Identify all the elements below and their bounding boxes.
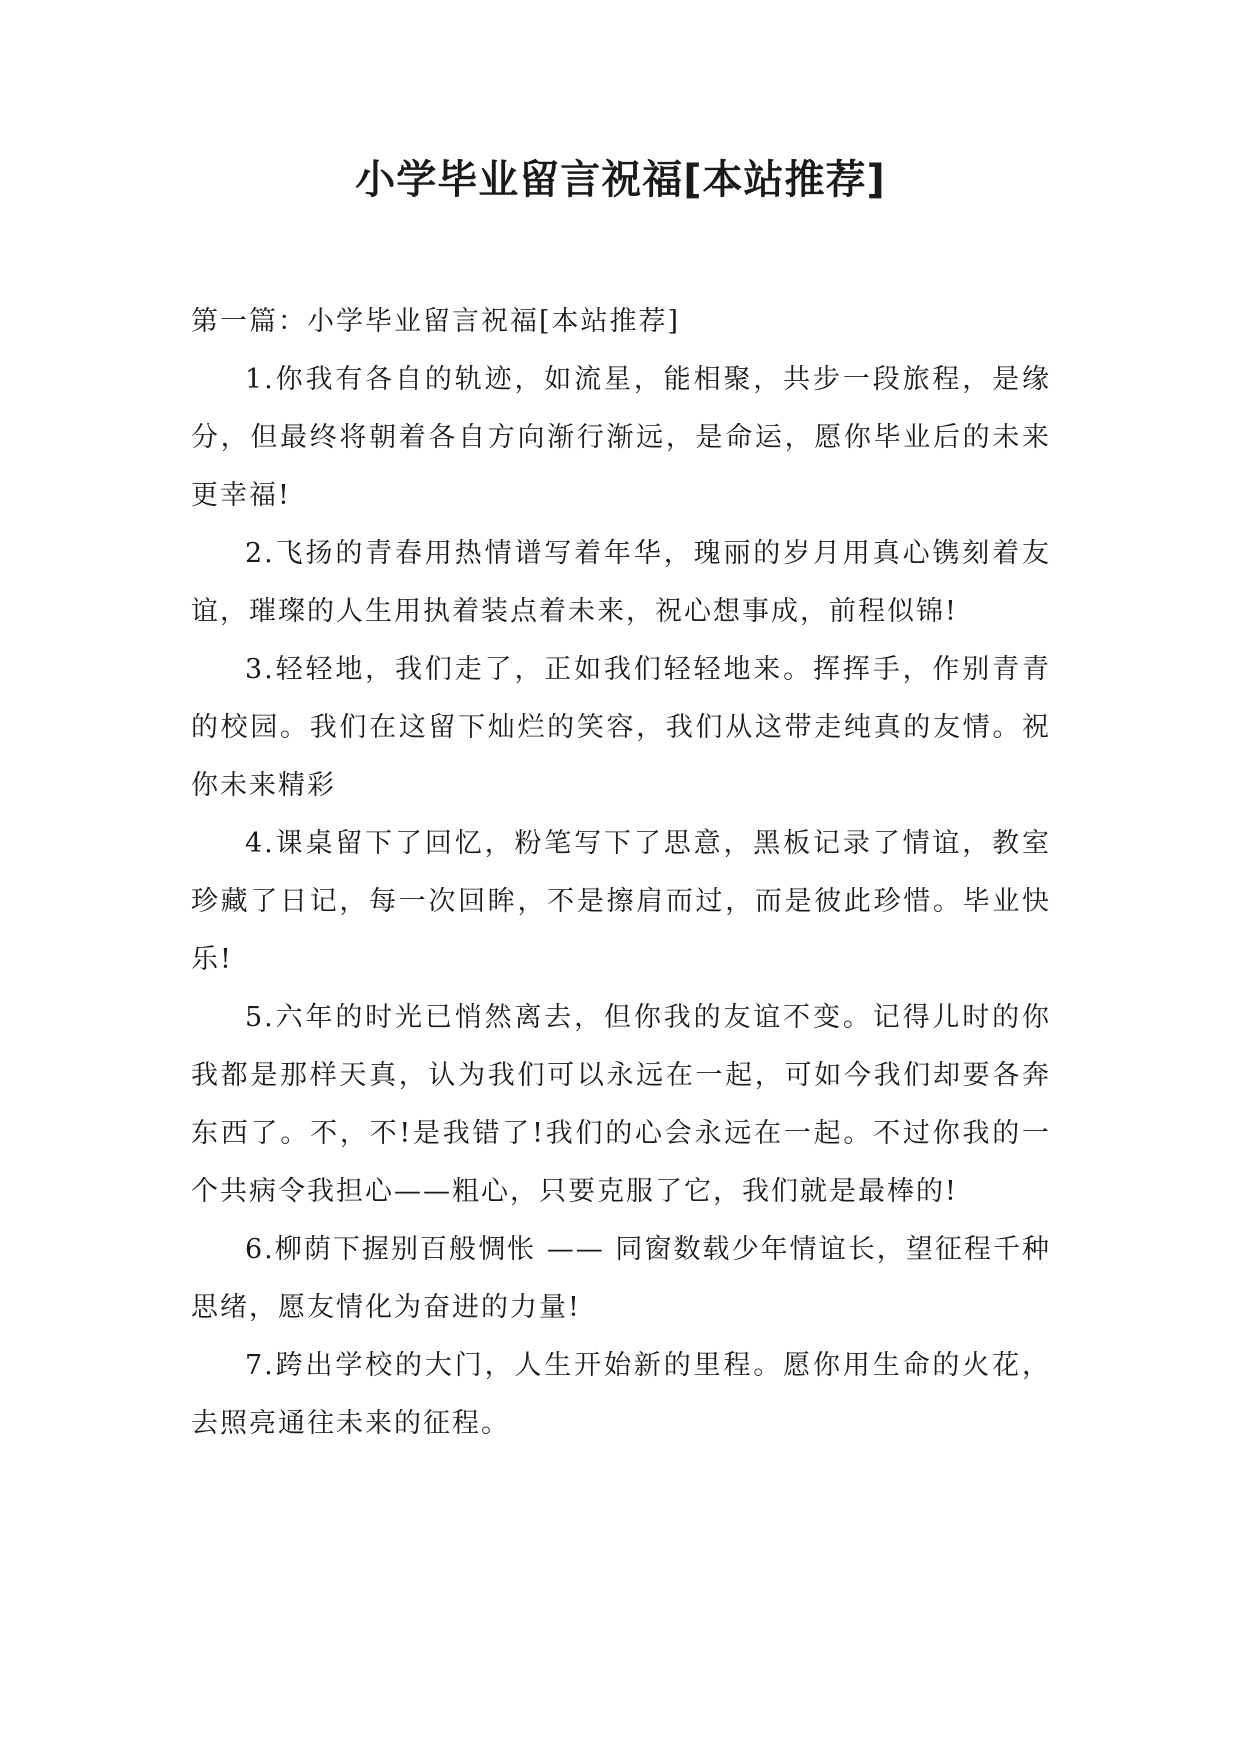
section-heading: 第一篇：小学毕业留言祝福[本站推荐]	[191, 306, 681, 337]
paragraph-1: 1.你我有各自的轨迹，如流星，能相聚，共步一段旅程，是缘分，但最终将朝着各自方向渐行渐远，是命运，愿你毕业后的未来更幸福!	[191, 364, 1051, 511]
paragraph-6: 6.柳荫下握别百般惆怅 —— 同窗数载少年情谊长，望征程千种思绪，愿友情化为奋进的力量!	[191, 1234, 1051, 1323]
paragraph-5: 5.六年的时光已悄然离去，但你我的友谊不变。记得儿时的你我都是那样天真，认为我们可以永远在一起，可如今我们却要各奔东西了。不，不!是我错了!我们的心会永远在一起。不过你我的一个共病令我担心——粗心，只要克服了它，我们就是最棒的!	[191, 1002, 1051, 1207]
paragraph-3: 3.轻轻地，我们走了，正如我们轻轻地来。挥挥手，作别青青的校园。我们在这留下灿烂的笑容，我们从这带走纯真的友情。祝你未来精彩	[191, 654, 1051, 801]
paragraph-7: 7.跨出学校的大门，人生开始新的里程。愿你用生命的火花，去照亮通往未来的征程。	[191, 1350, 1051, 1439]
document-body	[191, 293, 1051, 1453]
paragraph-2: 2.飞扬的青春用热情谱写着年华，瑰丽的岁月用真心镌刻着友谊，璀璨的人生用执着装点着未来，祝心想事成，前程似锦!	[191, 538, 1051, 627]
paragraph-4: 4.课桌留下了回忆，粉笔写下了思意，黑板记录了情谊，教室珍藏了日记，每一次回眸，不是擦肩而过，而是彼此珍惜。毕业快乐!	[191, 828, 1051, 975]
document-title: 小学毕业留言祝福[本站推荐]	[355, 157, 886, 203]
